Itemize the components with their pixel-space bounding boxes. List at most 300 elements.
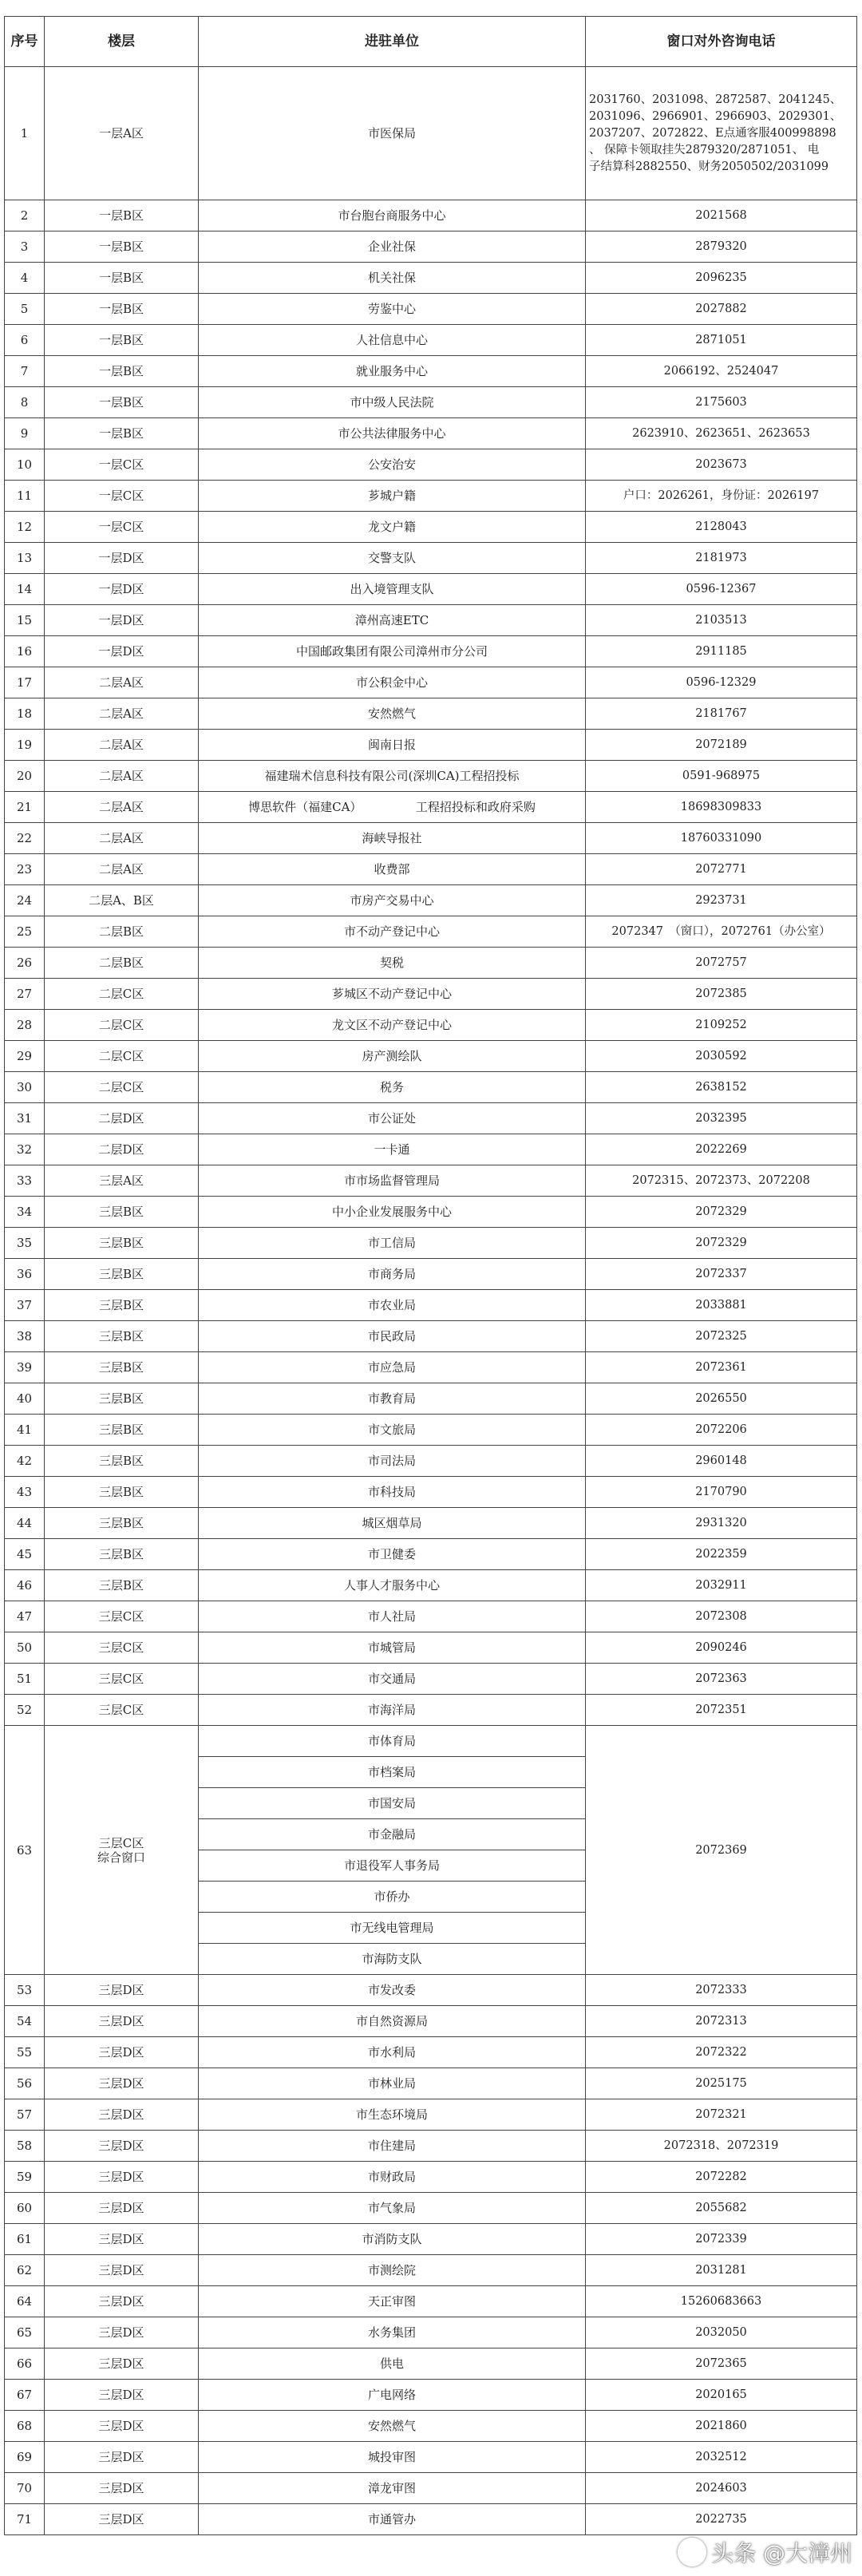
row-no: 27	[5, 979, 45, 1010]
row-unit: 市台胞台商服务中心	[199, 200, 586, 231]
row-phone: 户口：2026261，身份证：2026197	[586, 481, 857, 512]
row-phone: 2072333	[586, 1975, 857, 2006]
row-no: 37	[5, 1290, 45, 1321]
row-no: 24	[5, 885, 45, 916]
row-unit: 安然燃气	[199, 698, 586, 730]
row-phone: 2623910、2623651、2623653	[586, 418, 857, 449]
row-phone: 2072361	[586, 1352, 857, 1383]
row-unit: 契税	[199, 948, 586, 979]
row-no: 19	[5, 730, 45, 761]
table-row	[5, 67, 857, 200]
row-no: 34	[5, 1197, 45, 1228]
row-no: 29	[5, 1041, 45, 1072]
table-row	[5, 2504, 857, 2535]
table-row	[5, 2473, 857, 2504]
row-unit: 市发改委	[199, 1975, 586, 2006]
row-phone: 2025175	[586, 2068, 857, 2099]
row-floor: 三层B区	[45, 1570, 199, 1601]
row-floor: 二层A区	[45, 698, 199, 730]
row-no: 14	[5, 574, 45, 605]
table-row	[5, 356, 857, 387]
table-row	[5, 667, 857, 698]
row-unit: 人社信息中心	[199, 325, 586, 356]
row-floor: 一层D区	[45, 636, 199, 667]
table-row	[5, 387, 857, 418]
table-row	[5, 1383, 857, 1415]
row-phone: 2072322	[586, 2037, 857, 2068]
table-row	[5, 1165, 857, 1197]
row-floor: 三层D区	[45, 1975, 199, 2006]
row-unit: 福建瑞术信息科技有限公司(深圳CA)工程招投标	[199, 761, 586, 792]
table-row	[5, 2131, 857, 2162]
row-no: 30	[5, 1072, 45, 1103]
row-unit: 中小企业发展服务中心	[199, 1197, 586, 1228]
row-floor: 三层D区	[45, 2348, 199, 2380]
row-unit: 博思软件（福建CA） 工程招投标和政府采购	[199, 792, 586, 823]
row-unit: 交警支队	[199, 543, 586, 574]
row-floor: 三层D区	[45, 2411, 199, 2442]
table-row	[5, 1477, 857, 1508]
row-unit: 房产测绘队	[199, 1041, 586, 1072]
row-no: 71	[5, 2504, 45, 2535]
row-no: 44	[5, 1508, 45, 1539]
row-no: 65	[5, 2317, 45, 2348]
row-unit-group	[199, 1726, 586, 1975]
phone-line: 、 保障卡领取挂失2879320/2871051、 电	[589, 143, 820, 156]
table-row	[5, 1259, 857, 1290]
row-unit: 市商务局	[199, 1259, 586, 1290]
row-unit: 一卡通	[199, 1134, 586, 1165]
row-no: 11	[5, 481, 45, 512]
row-phone: 2066192、2524047	[586, 356, 857, 387]
table-row	[5, 1228, 857, 1259]
row-unit: 市房产交易中心	[199, 885, 586, 916]
row-no: 5	[5, 294, 45, 325]
row-no: 4	[5, 263, 45, 294]
row-phone: 2871051	[586, 325, 857, 356]
sub-unit: 市体育局	[199, 1726, 585, 1757]
row-phone: 2072206	[586, 1415, 857, 1446]
row-phone: 2020165	[586, 2380, 857, 2411]
row-phone: 2022269	[586, 1134, 857, 1165]
row-unit: 劳鉴中心	[199, 294, 586, 325]
row-no: 58	[5, 2131, 45, 2162]
watermark-text: 头条 @大漳州	[711, 2540, 852, 2566]
row-unit: 市医保局	[199, 67, 586, 200]
row-floor: 二层B区	[45, 916, 199, 948]
table-row	[5, 263, 857, 294]
table-row	[5, 1197, 857, 1228]
table-row	[5, 200, 857, 231]
row-unit: 市通管办	[199, 2504, 586, 2535]
row-no: 52	[5, 1695, 45, 1726]
table-row	[5, 1601, 857, 1632]
row-unit: 漳州高速ETC	[199, 605, 586, 636]
row-unit: 天正审图	[199, 2286, 586, 2317]
row-unit: 城投审图	[199, 2442, 586, 2473]
row-phone: 2072363	[586, 1664, 857, 1695]
table-row	[5, 916, 857, 948]
table-row	[5, 1632, 857, 1664]
row-floor: 二层A区	[45, 792, 199, 823]
row-no: 25	[5, 916, 45, 948]
row-unit: 收费部	[199, 854, 586, 885]
row-floor: 三层D区	[45, 2037, 199, 2068]
table-row	[5, 2317, 857, 2348]
table-row	[5, 325, 857, 356]
row-unit: 市农业局	[199, 1290, 586, 1321]
table-row	[5, 231, 857, 263]
row-phone: 15260683663	[586, 2286, 857, 2317]
row-no: 64	[5, 2286, 45, 2317]
table-row	[5, 2099, 857, 2131]
row-floor: 三层C区	[45, 1664, 199, 1695]
row-no: 43	[5, 1477, 45, 1508]
row-phone: 2072189	[586, 730, 857, 761]
row-unit: 水务集团	[199, 2317, 586, 2348]
row-floor: 三层B区	[45, 1321, 199, 1352]
header-no: 序号	[5, 17, 45, 67]
row-phone: 0591-968975	[586, 761, 857, 792]
row-no: 41	[5, 1415, 45, 1446]
row-unit: 市自然资源局	[199, 2006, 586, 2037]
row-floor: 二层A区	[45, 730, 199, 761]
row-floor: 二层D区	[45, 1103, 199, 1134]
row-floor: 三层C区	[45, 1632, 199, 1664]
row-floor: 一层D区	[45, 605, 199, 636]
table-row	[5, 1508, 857, 1539]
row-phone: 2033881	[586, 1290, 857, 1321]
logo-ring-icon	[678, 2538, 706, 2566]
row-phone: 2055682	[586, 2193, 857, 2224]
row-floor: 二层A、B区	[45, 885, 199, 916]
row-no: 61	[5, 2224, 45, 2255]
phone-line: 2037207、2072822、E点通客服400998898	[589, 126, 836, 140]
row-no: 40	[5, 1383, 45, 1415]
row-floor: 三层B区	[45, 1228, 199, 1259]
table-row	[5, 294, 857, 325]
row-unit: 市住建局	[199, 2131, 586, 2162]
row-phone: 2181767	[586, 698, 857, 730]
row-phone: 2072351	[586, 1695, 857, 1726]
table-row	[5, 823, 857, 854]
row-unit: 市林业局	[199, 2068, 586, 2099]
row-no: 57	[5, 2099, 45, 2131]
row-phone: 2072308	[586, 1601, 857, 1632]
row-no: 32	[5, 1134, 45, 1165]
table-row	[5, 1352, 857, 1383]
sub-unit: 市国安局	[199, 1788, 585, 1819]
row-no: 36	[5, 1259, 45, 1290]
row-no: 69	[5, 2442, 45, 2473]
sub-unit: 市档案局	[199, 1757, 585, 1788]
row-unit: 市财政局	[199, 2162, 586, 2193]
row-floor: 三层D区	[45, 2131, 199, 2162]
row-floor: 三层D区	[45, 2317, 199, 2348]
row-floor: 三层B区	[45, 1259, 199, 1290]
row-unit: 市公共法律服务中心	[199, 418, 586, 449]
row-unit: 机关社保	[199, 263, 586, 294]
row-unit: 市科技局	[199, 1477, 586, 1508]
service-directory-table	[4, 16, 857, 2535]
row-no: 67	[5, 2380, 45, 2411]
row-unit: 市城管局	[199, 1632, 586, 1664]
row-phone: 2072347 （窗口），2072761（办公室）	[586, 916, 857, 948]
row-no: 55	[5, 2037, 45, 2068]
row-phone: 2911185	[586, 636, 857, 667]
row-floor: 三层D区	[45, 2255, 199, 2286]
row-no: 35	[5, 1228, 45, 1259]
row-phone: 2072321	[586, 2099, 857, 2131]
table-row	[5, 543, 857, 574]
row-no: 17	[5, 667, 45, 698]
row-unit: 城区烟草局	[199, 1508, 586, 1539]
row-phone: 2026550	[586, 1383, 857, 1415]
row-unit: 市气象局	[199, 2193, 586, 2224]
row-unit: 市生态环境局	[199, 2099, 586, 2131]
row-unit: 中国邮政集团有限公司漳州市分公司	[199, 636, 586, 667]
row-phone: 2072329	[586, 1197, 857, 1228]
row-unit: 市交通局	[199, 1664, 586, 1695]
row-phone: 2072313	[586, 2006, 857, 2037]
row-unit: 广电网络	[199, 2380, 586, 2411]
row-floor: 三层B区	[45, 1539, 199, 1570]
row-phone: 2027882	[586, 294, 857, 325]
row-no: 8	[5, 387, 45, 418]
row-floor: 二层B区	[45, 948, 199, 979]
row-phone: 2032395	[586, 1103, 857, 1134]
row-phone: 2023673	[586, 449, 857, 481]
row-floor: 三层D区	[45, 2224, 199, 2255]
row-no: 6	[5, 325, 45, 356]
row-no: 13	[5, 543, 45, 574]
table-row	[5, 481, 857, 512]
row-floor: 二层C区	[45, 1010, 199, 1041]
header-floor: 楼层	[45, 17, 199, 67]
row-phone: 2128043	[586, 512, 857, 543]
sub-unit: 市金融局	[199, 1819, 585, 1850]
table-row	[5, 605, 857, 636]
row-unit: 公安治安	[199, 449, 586, 481]
table-row	[5, 2442, 857, 2473]
row-floor: 一层B区	[45, 356, 199, 387]
row-phone: 2072325	[586, 1321, 857, 1352]
row-floor: 一层A区	[45, 67, 199, 200]
row-phone: 2931320	[586, 1508, 857, 1539]
sub-unit: 市退役军人事务局	[199, 1850, 585, 1882]
table-row	[5, 512, 857, 543]
row-phone: 2032512	[586, 2442, 857, 2473]
row-unit: 闽南日报	[199, 730, 586, 761]
table-row	[5, 2255, 857, 2286]
row-no: 18	[5, 698, 45, 730]
row-unit: 就业服务中心	[199, 356, 586, 387]
row-phone: 2072337	[586, 1259, 857, 1290]
row-no: 62	[5, 2255, 45, 2286]
table-row	[5, 2224, 857, 2255]
row-phone: 2072771	[586, 854, 857, 885]
table-row	[5, 2380, 857, 2411]
row-unit: 龙文区不动产登记中心	[199, 1010, 586, 1041]
row-phone: 2072385	[586, 979, 857, 1010]
row-no: 33	[5, 1165, 45, 1197]
row-floor: 二层A区	[45, 823, 199, 854]
row-unit: 市不动产登记中心	[199, 916, 586, 948]
row-unit: 市司法局	[199, 1446, 586, 1477]
row-unit: 市应急局	[199, 1352, 586, 1383]
row-floor: 三层A区	[45, 1165, 199, 1197]
table-row	[5, 1290, 857, 1321]
row-floor: 三层C区	[45, 1601, 199, 1632]
table-row	[5, 2193, 857, 2224]
row-phone: 2021568	[586, 200, 857, 231]
header-row	[5, 17, 857, 67]
row-floor: 三层D区	[45, 2286, 199, 2317]
table-row	[5, 885, 857, 916]
row-phone: 2181973	[586, 543, 857, 574]
row-floor: 三层B区	[45, 1446, 199, 1477]
table-row	[5, 1539, 857, 1570]
table-row	[5, 1570, 857, 1601]
table-row	[5, 2162, 857, 2193]
table-row	[5, 1134, 857, 1165]
row-floor: 一层C区	[45, 481, 199, 512]
table-row	[5, 1103, 857, 1134]
row-no: 2	[5, 200, 45, 231]
row-floor: 三层B区	[45, 1415, 199, 1446]
row-phone: 2072282	[586, 2162, 857, 2193]
row-phone: 2030592	[586, 1041, 857, 1072]
row-no: 68	[5, 2411, 45, 2442]
row-phone: 2923731	[586, 885, 857, 916]
row-unit: 市公证处	[199, 1103, 586, 1134]
row-no: 16	[5, 636, 45, 667]
row-no: 53	[5, 1975, 45, 2006]
row-floor: 一层B区	[45, 200, 199, 231]
row-no: 31	[5, 1103, 45, 1134]
table-row	[5, 1072, 857, 1103]
row-phone: 18760331090	[586, 823, 857, 854]
row-no: 38	[5, 1321, 45, 1352]
row-unit: 人事人才服务中心	[199, 1570, 586, 1601]
row-no: 42	[5, 1446, 45, 1477]
phone-line: 子结算科2882550、财务2050502/2031099	[589, 160, 829, 173]
row-no: 59	[5, 2162, 45, 2193]
row-phone: 2109252	[586, 1010, 857, 1041]
row-unit: 市消防支队	[199, 2224, 586, 2255]
row-phone: 18698309833	[586, 792, 857, 823]
table-row	[5, 418, 857, 449]
row-no: 45	[5, 1539, 45, 1570]
row-unit: 市人社局	[199, 1601, 586, 1632]
row-floor: 一层B区	[45, 294, 199, 325]
row-floor: 三层D区	[45, 2380, 199, 2411]
row-phone: 0596-12329	[586, 667, 857, 698]
row-phone: 2960148	[586, 1446, 857, 1477]
row-floor: 三层D区	[45, 2068, 199, 2099]
row-floor: 一层B区	[45, 325, 199, 356]
row-phone: 2096235	[586, 263, 857, 294]
row-phone: 0596-12367	[586, 574, 857, 605]
row-floor: 二层D区	[45, 1134, 199, 1165]
floor-line: 综合窗口	[97, 1850, 145, 1865]
table-row-merged	[5, 1726, 857, 1975]
table-row	[5, 1321, 857, 1352]
row-unit: 漳龙审图	[199, 2473, 586, 2504]
row-unit: 市中级人民法院	[199, 387, 586, 418]
row-floor: 三层B区	[45, 1383, 199, 1415]
row-no: 47	[5, 1601, 45, 1632]
row-no: 70	[5, 2473, 45, 2504]
row-floor: 三层D区	[45, 2099, 199, 2131]
table-row	[5, 2006, 857, 2037]
row-phone: 2022735	[586, 2504, 857, 2535]
row-no: 60	[5, 2193, 45, 2224]
row-floor: 一层B区	[45, 231, 199, 263]
sub-unit: 市侨办	[199, 1882, 585, 1913]
row-no: 10	[5, 449, 45, 481]
row-unit: 市测绘院	[199, 2255, 586, 2286]
row-no: 26	[5, 948, 45, 979]
row-floor: 三层B区	[45, 1508, 199, 1539]
header-unit: 进驻单位	[199, 17, 586, 67]
row-phone: 2072757	[586, 948, 857, 979]
row-no: 63	[5, 1726, 45, 1975]
row-floor: 三层D区	[45, 2473, 199, 2504]
table-row	[5, 979, 857, 1010]
row-unit: 海峡导报社	[199, 823, 586, 854]
row-phone: 2072318、2072319	[586, 2131, 857, 2162]
sub-unit: 市海防支队	[362, 1952, 422, 1966]
row-phone: 2031281	[586, 2255, 857, 2286]
table-row	[5, 948, 857, 979]
row-no: 1	[5, 67, 45, 200]
row-unit: 芗城区不动产登记中心	[199, 979, 586, 1010]
table-row	[5, 1415, 857, 1446]
row-phone: 2072339	[586, 2224, 857, 2255]
sub-unit: 市无线电管理局	[199, 1913, 585, 1944]
row-no: 20	[5, 761, 45, 792]
row-floor: 二层C区	[45, 1041, 199, 1072]
floor-line: 三层C区	[98, 1835, 144, 1850]
row-phone: 2175603	[586, 387, 857, 418]
table-row	[5, 854, 857, 885]
phone-line: 2031096、2966901、2966903、2029301、	[589, 109, 842, 123]
table-row	[5, 2068, 857, 2099]
row-phone-multiline	[586, 67, 857, 200]
table-row	[5, 792, 857, 823]
row-floor: 二层A区	[45, 761, 199, 792]
row-no: 28	[5, 1010, 45, 1041]
row-no: 23	[5, 854, 45, 885]
row-unit: 市公积金中心	[199, 667, 586, 698]
row-floor: 二层A区	[45, 667, 199, 698]
row-no: 9	[5, 418, 45, 449]
row-floor: 二层A区	[45, 854, 199, 885]
row-no: 51	[5, 1664, 45, 1695]
row-floor: 三层B区	[45, 1352, 199, 1383]
row-no: 46	[5, 1570, 45, 1601]
row-floor: 一层B区	[45, 418, 199, 449]
row-floor: 一层D区	[45, 543, 199, 574]
row-phone: 2103513	[586, 605, 857, 636]
row-no: 21	[5, 792, 45, 823]
row-floor: 三层B区	[45, 1290, 199, 1321]
table-row	[5, 698, 857, 730]
table-row	[5, 2037, 857, 2068]
row-phone: 2072329	[586, 1228, 857, 1259]
row-phone: 2638152	[586, 1072, 857, 1103]
